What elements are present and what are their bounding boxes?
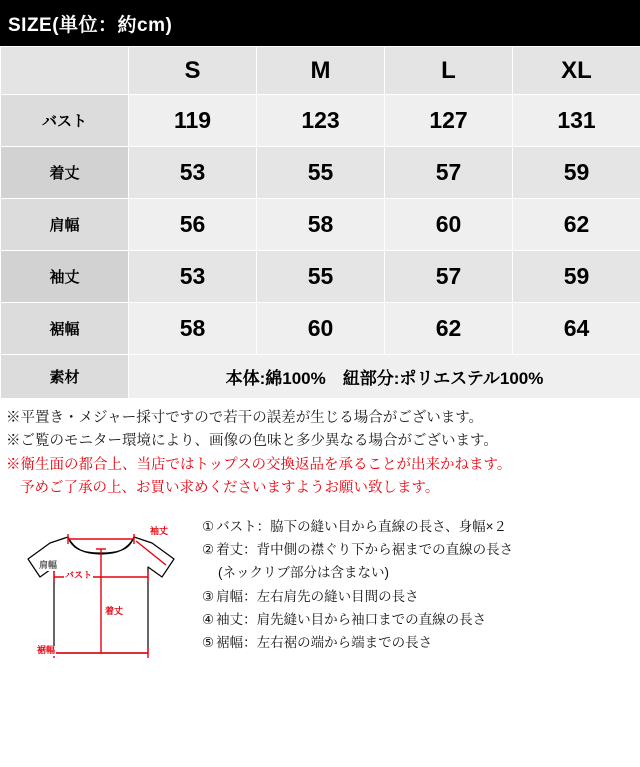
column-header-l: L <box>385 47 513 95</box>
diagram-label-body-length: 着丈 <box>105 605 124 616</box>
cell-hem-width-l: 62 <box>385 303 513 355</box>
column-header-m: M <box>257 47 385 95</box>
cell-sleeve-length-m: 55 <box>257 251 385 303</box>
measurement-guide-section <box>0 501 640 680</box>
diagram-label-shoulder-width: 肩幅 <box>39 559 58 570</box>
cell-bust-m: 123 <box>257 95 385 147</box>
note-no-returns-continued: 予めご了承の上、お買い求めくださいますようお願い致します。 <box>20 480 440 497</box>
diagram-label-hem-width: 裾幅 <box>37 644 56 655</box>
note-no-returns: ※衛生面の都合上、当店ではトップスの交換返品を承ることが出来かねます。 <box>6 456 512 473</box>
cell-body-length-l: 57 <box>385 147 513 199</box>
legend-item-hem-width <box>202 631 634 654</box>
column-header-xl: XL <box>513 47 640 95</box>
table-row <box>1 251 640 303</box>
table-row <box>1 199 640 251</box>
legend-number-2: ② <box>202 542 215 558</box>
legend-label-4: 袖丈： <box>216 611 257 627</box>
legend-item-sleeve-length <box>202 608 634 631</box>
legend-desc-1: 脇下の縫い目から直線の長さ、身幅×２ <box>270 518 507 534</box>
row-label-bust: バスト <box>1 95 129 147</box>
legend-label-3: 肩幅： <box>216 588 257 604</box>
cell-sleeve-length-s: 53 <box>129 251 257 303</box>
cell-body-length-s: 53 <box>129 147 257 199</box>
cell-bust-l: 127 <box>385 95 513 147</box>
cell-body-length-m: 55 <box>257 147 385 199</box>
legend-desc-4: 肩先縫い目から袖口までの直線の長さ <box>256 611 487 627</box>
legend-item-body-length <box>202 538 634 561</box>
row-label-sleeve-length: 袖丈 <box>1 251 129 303</box>
cell-hem-width-m: 60 <box>257 303 385 355</box>
legend-label-1: バスト： <box>216 518 271 534</box>
note-monitor-color: ※ご覧のモニター環境により、画像の色味と多少異なる場合がございます。 <box>6 433 498 450</box>
legend-number-1: ① <box>202 518 215 534</box>
cell-hem-width-xl: 64 <box>513 303 640 355</box>
legend-item-shoulder-width <box>202 585 634 608</box>
cell-shoulder-width-l: 60 <box>385 199 513 251</box>
table-row <box>1 303 640 355</box>
size-title-bar <box>0 0 640 46</box>
note-measurement-tolerance: ※平置き・メジャー採寸ですので若干の誤差が生じる場合がございます。 <box>6 410 484 426</box>
measurement-legend <box>196 515 634 680</box>
size-table <box>0 46 640 399</box>
cell-sleeve-length-l: 57 <box>385 251 513 303</box>
cell-material-value: 本体:綿100% 紐部分:ポリエステル100% <box>129 355 640 399</box>
cell-hem-width-s: 58 <box>129 303 257 355</box>
cell-sleeve-length-xl: 59 <box>513 251 640 303</box>
legend-label-2: 着丈： <box>216 542 257 558</box>
diagram-label-bust: バスト <box>65 569 93 580</box>
cell-shoulder-width-xl: 62 <box>513 199 640 251</box>
row-label-body-length: 着丈 <box>1 147 129 199</box>
cell-bust-xl: 131 <box>513 95 640 147</box>
legend-subnote-body-length: (ネックリブ部分は含まない) <box>218 565 389 581</box>
row-label-hem-width: 裾幅 <box>1 303 129 355</box>
legend-item-bust <box>202 515 634 538</box>
legend-number-5: ⑤ <box>202 635 215 651</box>
cell-bust-s: 119 <box>129 95 257 147</box>
table-header-row <box>1 47 640 95</box>
table-row-material <box>1 355 640 399</box>
notes-section <box>0 399 640 501</box>
legend-label-5: 裾幅： <box>216 635 257 651</box>
table-row <box>1 147 640 199</box>
table-corner-cell <box>1 47 129 95</box>
row-label-material: 素材 <box>1 355 129 399</box>
tshirt-outline-icon <box>6 515 196 680</box>
tshirt-diagram <box>6 515 196 680</box>
page-title: SIZE(単位：約cm) <box>8 14 173 36</box>
legend-desc-2: 背中側の襟ぐり下から裾までの直線の長さ <box>256 542 514 558</box>
legend-number-3: ③ <box>202 588 215 604</box>
column-header-s: S <box>129 47 257 95</box>
table-row <box>1 95 640 147</box>
legend-number-4: ④ <box>202 611 215 627</box>
cell-body-length-xl: 59 <box>513 147 640 199</box>
cell-shoulder-width-m: 58 <box>257 199 385 251</box>
row-label-shoulder-width: 肩幅 <box>1 199 129 251</box>
cell-shoulder-width-s: 56 <box>129 199 257 251</box>
legend-desc-3: 左右肩先の縫い目間の長さ <box>256 588 419 604</box>
legend-desc-5: 左右裾の端から端までの長さ <box>256 635 433 651</box>
diagram-label-sleeve-length: 袖丈 <box>150 525 169 536</box>
